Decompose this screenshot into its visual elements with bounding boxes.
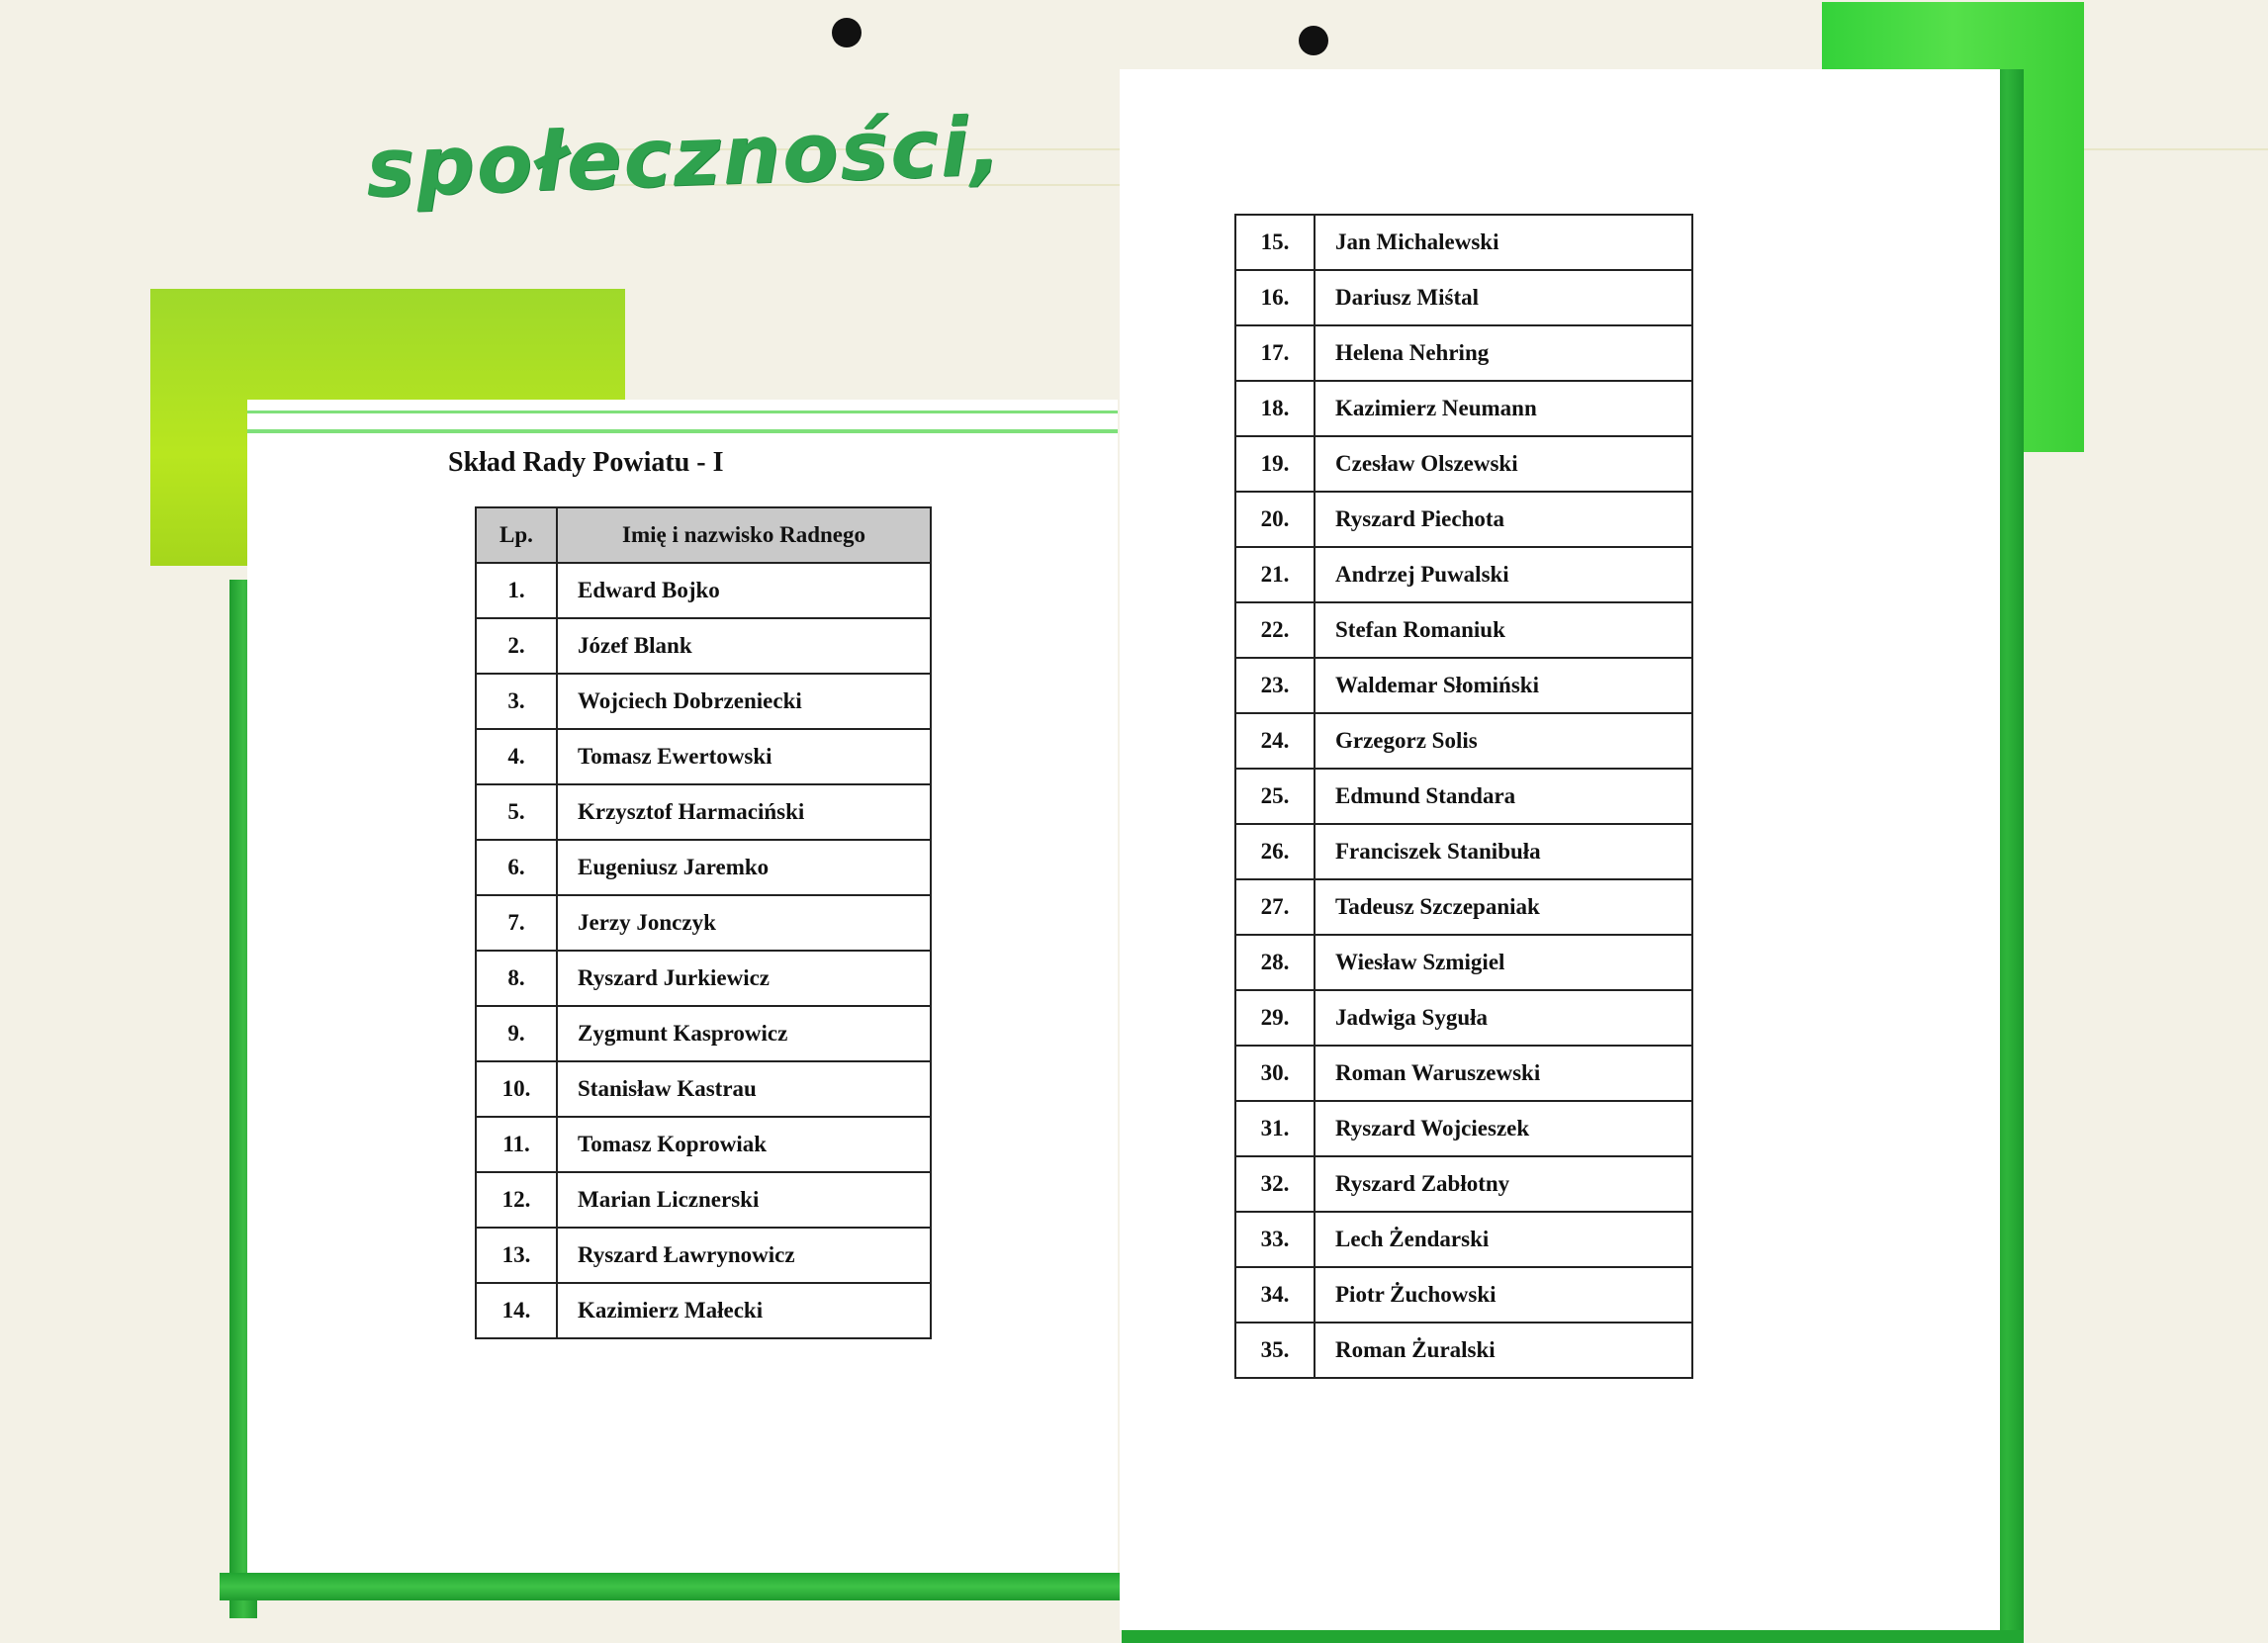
councillor-name: Stanisław Kastrau bbox=[557, 1061, 931, 1117]
councillor-name: Krzysztof Harmaciński bbox=[557, 784, 931, 840]
table-row bbox=[476, 1006, 931, 1061]
punch-hole-left bbox=[832, 18, 862, 47]
table-row bbox=[1235, 658, 1692, 713]
table-row bbox=[1235, 1212, 1692, 1267]
councillor-name: Kazimierz Małecki bbox=[557, 1283, 931, 1338]
table-row bbox=[1235, 769, 1692, 824]
councillor-name: Lech Żendarski bbox=[1315, 1212, 1692, 1267]
table-row bbox=[1235, 547, 1692, 602]
councillor-name: Tomasz Ewertowski bbox=[557, 729, 931, 784]
table-row bbox=[1235, 381, 1692, 436]
table-row bbox=[1235, 1046, 1692, 1101]
row-number: 13. bbox=[476, 1228, 557, 1283]
row-number: 5. bbox=[476, 784, 557, 840]
row-number: 10. bbox=[476, 1061, 557, 1117]
handwritten-heading: społeczności, bbox=[364, 99, 1005, 217]
row-number: 3. bbox=[476, 674, 557, 729]
councillor-name: Ryszard Wojcieszek bbox=[1315, 1101, 1692, 1156]
council-table-right bbox=[1234, 214, 1693, 1379]
councillor-name: Dariusz Miśtal bbox=[1315, 270, 1692, 325]
document-title: Skład Rady Powiatu - I bbox=[448, 447, 724, 478]
councillor-name: Marian Licznerski bbox=[557, 1172, 931, 1228]
row-number: 34. bbox=[1235, 1267, 1315, 1323]
table-row bbox=[1235, 1101, 1692, 1156]
table-row bbox=[476, 895, 931, 951]
table-row bbox=[1235, 990, 1692, 1046]
table-row bbox=[1235, 325, 1692, 381]
table-row bbox=[476, 1172, 931, 1228]
councillor-name: Czesław Olszewski bbox=[1315, 436, 1692, 492]
green-frame-right-bottom bbox=[1122, 1630, 2024, 1643]
councillor-name: Tomasz Koprowiak bbox=[557, 1117, 931, 1172]
table-row bbox=[1235, 1267, 1692, 1323]
table-row bbox=[476, 1117, 931, 1172]
table-row bbox=[476, 784, 931, 840]
councillor-name: Tadeusz Szczepaniak bbox=[1315, 879, 1692, 935]
table-row bbox=[476, 729, 931, 784]
councillor-name: Edmund Standara bbox=[1315, 769, 1692, 824]
table-row bbox=[476, 1283, 931, 1338]
row-number: 14. bbox=[476, 1283, 557, 1338]
table-row bbox=[476, 1061, 931, 1117]
row-number: 32. bbox=[1235, 1156, 1315, 1212]
table-row bbox=[1235, 215, 1692, 270]
row-number: 28. bbox=[1235, 935, 1315, 990]
table-row bbox=[1235, 824, 1692, 879]
table-row bbox=[1235, 492, 1692, 547]
councillor-name: Wojciech Dobrzeniecki bbox=[557, 674, 931, 729]
row-number: 7. bbox=[476, 895, 557, 951]
councillor-name: Józef Blank bbox=[557, 618, 931, 674]
row-number: 24. bbox=[1235, 713, 1315, 769]
councillor-name: Jan Michalewski bbox=[1315, 215, 1692, 270]
councillor-name: Zygmunt Kasprowicz bbox=[557, 1006, 931, 1061]
row-number: 21. bbox=[1235, 547, 1315, 602]
row-number: 35. bbox=[1235, 1323, 1315, 1378]
table-row bbox=[476, 951, 931, 1006]
table-row bbox=[476, 563, 931, 618]
row-number: 20. bbox=[1235, 492, 1315, 547]
councillor-name: Piotr Żuchowski bbox=[1315, 1267, 1692, 1323]
councillor-name: Stefan Romaniuk bbox=[1315, 602, 1692, 658]
row-number: 23. bbox=[1235, 658, 1315, 713]
table-row bbox=[1235, 1156, 1692, 1212]
column-header-name: Imię i nazwisko Radnego bbox=[557, 507, 931, 563]
row-number: 1. bbox=[476, 563, 557, 618]
row-number: 16. bbox=[1235, 270, 1315, 325]
row-number: 22. bbox=[1235, 602, 1315, 658]
councillor-name: Eugeniusz Jaremko bbox=[557, 840, 931, 895]
table-row bbox=[1235, 713, 1692, 769]
row-number: 17. bbox=[1235, 325, 1315, 381]
column-header-number: Lp. bbox=[476, 507, 557, 563]
ruled-line bbox=[2082, 148, 2268, 150]
row-number: 18. bbox=[1235, 381, 1315, 436]
table-row bbox=[1235, 436, 1692, 492]
councillor-name: Roman Żuralski bbox=[1315, 1323, 1692, 1378]
table-row bbox=[1235, 1323, 1692, 1378]
table-row bbox=[1235, 602, 1692, 658]
row-number: 6. bbox=[476, 840, 557, 895]
councillor-name: Waldemar Słomiński bbox=[1315, 658, 1692, 713]
row-number: 12. bbox=[476, 1172, 557, 1228]
table-row bbox=[476, 840, 931, 895]
green-frame-left-bottom bbox=[220, 1573, 1120, 1600]
table-row bbox=[476, 1228, 931, 1283]
councillor-name: Kazimierz Neumann bbox=[1315, 381, 1692, 436]
row-number: 29. bbox=[1235, 990, 1315, 1046]
councillor-name: Jerzy Jonczyk bbox=[557, 895, 931, 951]
row-number: 15. bbox=[1235, 215, 1315, 270]
row-number: 27. bbox=[1235, 879, 1315, 935]
councillor-name: Grzegorz Solis bbox=[1315, 713, 1692, 769]
row-number: 25. bbox=[1235, 769, 1315, 824]
row-number: 2. bbox=[476, 618, 557, 674]
row-number: 30. bbox=[1235, 1046, 1315, 1101]
councillor-name: Helena Nehring bbox=[1315, 325, 1692, 381]
row-number: 8. bbox=[476, 951, 557, 1006]
councillor-name: Jadwiga Syguła bbox=[1315, 990, 1692, 1046]
row-number: 19. bbox=[1235, 436, 1315, 492]
table-row bbox=[476, 618, 931, 674]
councillor-name: Ryszard Piechota bbox=[1315, 492, 1692, 547]
row-number: 4. bbox=[476, 729, 557, 784]
councillor-name: Andrzej Puwalski bbox=[1315, 547, 1692, 602]
table-row bbox=[476, 674, 931, 729]
row-number: 31. bbox=[1235, 1101, 1315, 1156]
council-table-left bbox=[475, 506, 932, 1339]
table-row bbox=[1235, 935, 1692, 990]
row-number: 26. bbox=[1235, 824, 1315, 879]
councillor-name: Roman Waruszewski bbox=[1315, 1046, 1692, 1101]
councillor-name: Franciszek Stanibuła bbox=[1315, 824, 1692, 879]
table-row bbox=[1235, 879, 1692, 935]
table-row bbox=[1235, 270, 1692, 325]
table-header-row bbox=[476, 507, 931, 563]
councillor-name: Ryszard Ławrynowicz bbox=[557, 1228, 931, 1283]
councillor-name: Wiesław Szmigiel bbox=[1315, 935, 1692, 990]
councillor-name: Ryszard Zabłotny bbox=[1315, 1156, 1692, 1212]
councillor-name: Edward Bojko bbox=[557, 563, 931, 618]
row-number: 11. bbox=[476, 1117, 557, 1172]
row-number: 9. bbox=[476, 1006, 557, 1061]
councillor-name: Ryszard Jurkiewicz bbox=[557, 951, 931, 1006]
row-number: 33. bbox=[1235, 1212, 1315, 1267]
green-double-rule bbox=[247, 411, 1118, 433]
punch-hole-right bbox=[1299, 26, 1328, 55]
